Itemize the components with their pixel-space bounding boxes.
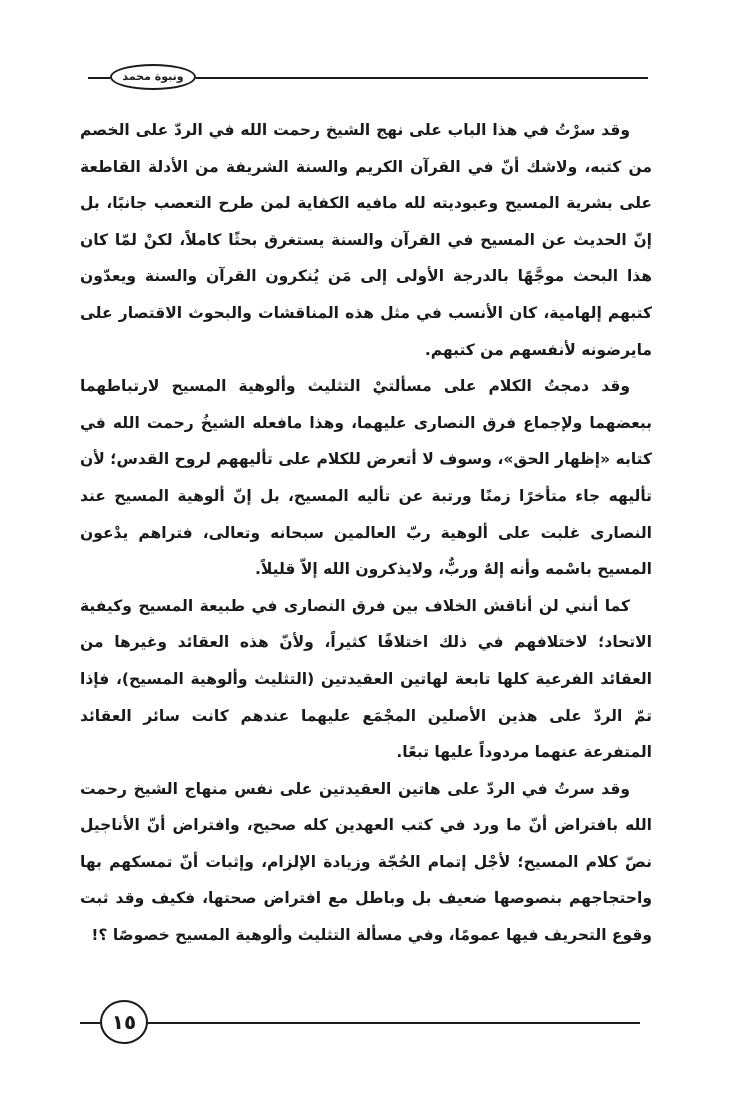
header-rule-right xyxy=(196,77,648,79)
page-footer xyxy=(0,1000,732,1060)
footer-rule-left xyxy=(80,1022,100,1024)
header-rule-left xyxy=(88,77,110,79)
body-text xyxy=(80,112,652,992)
paragraph-4: وقد سرتُ في الردّ على هاتين العقيدتين على نفس منهاج الشيخ رحمت الله بافتراض أنّ ما ورد في كتب العهدين كله صحيح، وافتراض أنّ الأناجيل نصّ كلام المسيح؛ لأجْل إتمام الحُجّة وزيادة الإلزام، وإثبات أنّ تمسكهم بها واحتجاجهم بنصوصها ضعيف بل وباطل مع افتراض صحتها، فكيف وقد ثبت وقوع التحريف فيها عمومًا، وفي مسألة التثليث وألوهية المسيح خصوصًا ؟! xyxy=(80,779,652,945)
running-head: ونبوة محمد xyxy=(110,64,196,90)
page-header xyxy=(0,0,732,100)
footer-rule-right xyxy=(148,1022,640,1024)
paragraph-2: وقد دمجتُ الكلام على مسألتيْ التثليث وألوهية المسيح لارتباطهما ببعضهما ولإجماع فرق النصارى عليهما، وهذا مافعله الشيخُ رحمت الله في كتابه «إظهار الحق»، وسوف لا أتعرض للكلام على تأليههم لروح القدس؛ لأن تأليهه جاء متأخرًا زمنًا ورتبة عن تأليه المسيح، بل إنّ ألوهية المسيح عند النصارى غلبت على ألوهية ربّ العالمين سبحانه وتعالى، فتراهم يدْعون المسيح باسْمه وأنه إلهٌ وربٌّ، ولايذكرون الله إلاّ قليلاً. xyxy=(80,377,652,579)
paragraph-3: كما أنني لن أناقش الخلاف بين فرق النصارى في طبيعة المسيح وكيفية الاتحاد؛ لاختلافهم في ذلك اختلافًا كثيراً، ولأنّ هذه العقائد وغيرها من العقائد الفرعية كلها تابعة لهاتين العقيدتين (التثليث وألوهية المسيح)، فإذا تمّ الردّ على هذين الأصلين المجْمَع عليهما عندهم كانت سائر العقائد المتفرعة عنهما مردوداً عليها تبعًا. xyxy=(80,596,652,762)
paragraph-1: وقد سرْتُ في هذا الباب على نهج الشيخ رحمت الله في الردّ على الخصم من كتبه، ولاشك أنّ في القرآن الكريم والسنة الشريفة من الأدلة القاطعة على بشرية المسيح وعبوديته لله مافيه الكفاية لمن طرح التعصب جانبًا، بل إنّ الحديث عن المسيح في القرآن والسنة يستغرق بحثًا كاملاً، لكنْ لمّا كان هذا البحث موجَّهًا بالدرجة الأولى إلى مَن يُنكرون القرآن والسنة ويعدّون كتبهم إلهامية، كان الأنسب في مثل هذه المناقشات والبحوث الاقتصار على مايرضونه لأنفسهم من كتبهم. xyxy=(80,121,652,359)
page-number: ١٥ xyxy=(100,1000,148,1044)
